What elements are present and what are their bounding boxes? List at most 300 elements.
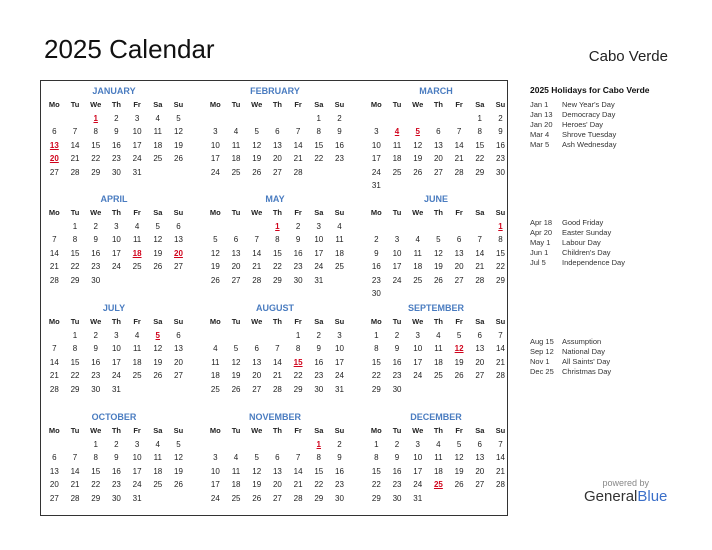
day-cell[interactable]: 5 xyxy=(155,221,160,231)
day-cell[interactable]: 26 xyxy=(174,154,183,163)
day-cell[interactable]: 9 xyxy=(93,344,98,353)
day-cell[interactable]: 18 xyxy=(413,262,423,271)
day-cell[interactable]: 29 xyxy=(314,493,324,503)
day-cell[interactable]: 3 xyxy=(374,127,379,136)
day-cell[interactable]: 14 xyxy=(475,248,485,258)
day-cell[interactable]: 29 xyxy=(91,167,101,177)
day-cell[interactable]: 26 xyxy=(231,384,241,394)
day-cell[interactable]: 29 xyxy=(371,384,381,394)
day-cell[interactable]: 23 xyxy=(496,154,505,163)
day-cell[interactable]: 13 xyxy=(272,466,282,476)
day-cell[interactable]: 6 xyxy=(275,127,280,136)
day-cell[interactable]: 16 xyxy=(496,140,505,150)
day-cell[interactable]: 21 xyxy=(49,371,59,380)
day-cell[interactable]: 30 xyxy=(392,384,402,394)
day-cell[interactable]: 2 xyxy=(295,221,301,231)
day-cell[interactable]: 25 xyxy=(132,371,142,380)
day-cell[interactable]: 8 xyxy=(316,453,321,462)
day-cell[interactable]: 8 xyxy=(93,453,98,462)
day-cell[interactable]: 25 xyxy=(132,262,142,271)
day-cell[interactable]: 3 xyxy=(134,113,140,123)
day-cell[interactable]: 23 xyxy=(392,371,402,380)
day-cell[interactable]: 7 xyxy=(295,453,301,462)
day-cell[interactable]: 22 xyxy=(91,154,101,163)
day-cell[interactable]: 27 xyxy=(174,262,183,271)
day-cell[interactable]: 8 xyxy=(374,344,379,353)
day-cell[interactable]: 23 xyxy=(371,275,381,285)
day-cell[interactable]: 22 xyxy=(70,262,80,271)
day-cell[interactable]: 2 xyxy=(394,330,400,340)
day-cell[interactable]: 15 xyxy=(314,140,324,150)
day-cell[interactable]: 2 xyxy=(114,439,119,449)
day-cell[interactable]: 23 xyxy=(335,154,344,163)
day-cell[interactable]: 24 xyxy=(335,371,344,380)
day-cell[interactable]: 20 xyxy=(231,262,241,271)
holiday-day-cell[interactable]: 1 xyxy=(275,221,280,231)
day-cell[interactable]: 22 xyxy=(314,480,324,489)
day-cell[interactable]: 10 xyxy=(111,344,121,353)
day-cell[interactable]: 25 xyxy=(413,275,423,285)
day-cell[interactable]: 1 xyxy=(72,330,78,340)
day-cell[interactable]: 12 xyxy=(413,140,423,150)
day-cell[interactable]: 20 xyxy=(174,357,183,367)
day-cell[interactable]: 7 xyxy=(456,127,462,136)
day-cell[interactable]: 13 xyxy=(454,248,464,258)
day-cell[interactable]: 27 xyxy=(454,275,464,285)
day-cell[interactable]: 19 xyxy=(413,154,423,163)
day-cell[interactable]: 31 xyxy=(314,275,324,285)
holiday-day-cell[interactable]: 1 xyxy=(498,221,503,231)
day-cell[interactable]: 4 xyxy=(134,221,140,231)
day-cell[interactable]: 7 xyxy=(52,344,57,353)
day-cell[interactable]: 4 xyxy=(436,330,441,340)
day-cell[interactable]: 16 xyxy=(335,140,344,150)
day-cell[interactable]: 19 xyxy=(231,371,241,380)
day-cell[interactable]: 10 xyxy=(371,140,381,150)
day-cell[interactable]: 7 xyxy=(72,127,78,136)
day-cell[interactable]: 24 xyxy=(371,167,381,177)
day-cell[interactable]: 13 xyxy=(475,453,485,462)
day-cell[interactable]: 2 xyxy=(337,439,342,449)
day-cell[interactable]: 9 xyxy=(114,453,119,462)
day-cell[interactable]: 5 xyxy=(176,113,181,123)
day-cell[interactable]: 18 xyxy=(231,154,241,163)
day-cell[interactable]: 14 xyxy=(70,466,80,476)
day-cell[interactable]: 18 xyxy=(210,371,220,380)
day-cell[interactable]: 20 xyxy=(252,371,262,380)
day-cell[interactable]: 11 xyxy=(132,344,142,353)
holiday-day-cell[interactable]: 20 xyxy=(49,154,59,163)
day-cell[interactable]: 10 xyxy=(413,344,423,353)
day-cell[interactable]: 30 xyxy=(111,493,121,503)
day-cell[interactable]: 17 xyxy=(392,262,402,271)
day-cell[interactable]: 9 xyxy=(295,235,301,244)
day-cell[interactable]: 9 xyxy=(498,127,503,136)
day-cell[interactable]: 7 xyxy=(295,127,301,136)
day-cell[interactable]: 17 xyxy=(335,357,344,367)
day-cell[interactable]: 6 xyxy=(176,330,181,340)
day-cell[interactable]: 25 xyxy=(210,384,220,394)
day-cell[interactable]: 8 xyxy=(374,453,379,462)
day-cell[interactable]: 11 xyxy=(153,453,162,462)
day-cell[interactable]: 12 xyxy=(174,127,183,136)
day-cell[interactable]: 22 xyxy=(70,371,80,380)
day-cell[interactable]: 24 xyxy=(111,262,121,271)
day-cell[interactable]: 16 xyxy=(335,466,344,476)
day-cell[interactable]: 28 xyxy=(252,275,262,285)
day-cell[interactable]: 12 xyxy=(210,248,220,258)
day-cell[interactable]: 15 xyxy=(314,466,324,476)
day-cell[interactable]: 6 xyxy=(477,439,482,449)
day-cell[interactable]: 8 xyxy=(498,235,503,244)
day-cell[interactable]: 24 xyxy=(132,154,142,163)
day-cell[interactable]: 26 xyxy=(413,167,423,177)
day-cell[interactable]: 3 xyxy=(394,235,400,244)
day-cell[interactable]: 13 xyxy=(252,357,262,367)
day-cell[interactable]: 12 xyxy=(174,453,183,462)
day-cell[interactable]: 31 xyxy=(413,493,423,503)
day-cell[interactable]: 21 xyxy=(70,480,80,489)
day-cell[interactable]: 29 xyxy=(70,275,80,285)
day-cell[interactable]: 12 xyxy=(454,453,464,462)
day-cell[interactable]: 9 xyxy=(394,344,400,353)
day-cell[interactable]: 24 xyxy=(111,371,121,380)
day-cell[interactable]: 16 xyxy=(111,466,121,476)
day-cell[interactable]: 19 xyxy=(210,262,220,271)
day-cell[interactable]: 25 xyxy=(433,371,443,380)
day-cell[interactable]: 10 xyxy=(210,140,220,150)
day-cell[interactable]: 26 xyxy=(153,371,163,380)
day-cell[interactable]: 30 xyxy=(371,289,381,298)
day-cell[interactable]: 18 xyxy=(153,466,163,476)
day-cell[interactable]: 19 xyxy=(153,357,163,367)
day-cell[interactable]: 30 xyxy=(91,275,101,285)
brand-logo[interactable] xyxy=(584,478,667,505)
day-cell[interactable]: 3 xyxy=(213,127,218,136)
day-cell[interactable]: 14 xyxy=(70,140,80,150)
day-cell[interactable]: 2 xyxy=(93,330,98,340)
day-cell[interactable]: 7 xyxy=(498,439,503,449)
day-cell[interactable]: 31 xyxy=(111,384,121,394)
day-cell[interactable]: 2 xyxy=(93,221,98,231)
day-cell[interactable]: 26 xyxy=(153,262,163,271)
day-cell[interactable]: 9 xyxy=(316,344,321,353)
day-cell[interactable]: 30 xyxy=(111,167,121,177)
day-cell[interactable]: 19 xyxy=(252,154,262,163)
day-cell[interactable]: 17 xyxy=(132,466,142,476)
day-cell[interactable]: 18 xyxy=(335,248,344,258)
day-cell[interactable]: 10 xyxy=(210,466,220,476)
day-cell[interactable]: 10 xyxy=(132,453,142,462)
day-cell[interactable]: 31 xyxy=(371,181,381,190)
day-cell[interactable]: 22 xyxy=(314,154,324,163)
day-cell[interactable]: 28 xyxy=(496,371,505,380)
day-cell[interactable]: 25 xyxy=(153,154,163,163)
day-cell[interactable]: 4 xyxy=(436,439,441,449)
day-cell[interactable]: 21 xyxy=(70,154,80,163)
day-cell[interactable]: 21 xyxy=(49,262,59,271)
day-cell[interactable]: 18 xyxy=(231,480,241,489)
day-cell[interactable]: 22 xyxy=(293,371,303,380)
day-cell[interactable]: 5 xyxy=(254,127,259,136)
holiday-day-cell[interactable]: 1 xyxy=(316,439,321,449)
day-cell[interactable]: 3 xyxy=(337,330,342,340)
day-cell[interactable]: 19 xyxy=(433,262,443,271)
day-cell[interactable]: 25 xyxy=(231,167,241,177)
day-cell[interactable]: 1 xyxy=(316,113,321,123)
day-cell[interactable]: 18 xyxy=(392,154,402,163)
day-cell[interactable]: 23 xyxy=(293,262,303,271)
day-cell[interactable]: 19 xyxy=(174,140,183,150)
day-cell[interactable]: 4 xyxy=(233,127,239,136)
day-cell[interactable]: 3 xyxy=(415,439,420,449)
day-cell[interactable]: 29 xyxy=(272,275,282,285)
day-cell[interactable]: 4 xyxy=(155,439,160,449)
day-cell[interactable]: 1 xyxy=(93,439,98,449)
day-cell[interactable]: 13 xyxy=(49,466,59,476)
day-cell[interactable]: 4 xyxy=(134,330,140,340)
day-cell[interactable]: 25 xyxy=(153,480,163,489)
holiday-day-cell[interactable]: 1 xyxy=(93,113,98,123)
day-cell[interactable]: 19 xyxy=(252,480,262,489)
day-cell[interactable]: 23 xyxy=(335,480,344,489)
holiday-day-cell[interactable]: 4 xyxy=(394,127,400,136)
day-cell[interactable]: 27 xyxy=(272,167,282,177)
day-cell[interactable]: 28 xyxy=(49,275,59,285)
day-cell[interactable]: 1 xyxy=(374,439,379,449)
day-cell[interactable]: 9 xyxy=(374,248,379,258)
day-cell[interactable]: 1 xyxy=(72,221,78,231)
day-cell[interactable]: 5 xyxy=(176,439,181,449)
day-cell[interactable]: 5 xyxy=(456,439,462,449)
day-cell[interactable]: 11 xyxy=(153,127,162,136)
day-cell[interactable]: 8 xyxy=(477,127,482,136)
day-cell[interactable]: 11 xyxy=(231,140,241,150)
day-cell[interactable]: 17 xyxy=(111,357,121,367)
day-cell[interactable]: 28 xyxy=(70,167,80,177)
day-cell[interactable]: 26 xyxy=(454,371,464,380)
day-cell[interactable]: 12 xyxy=(153,235,163,244)
day-cell[interactable]: 24 xyxy=(314,262,324,271)
day-cell[interactable]: 21 xyxy=(475,262,485,271)
day-cell[interactable]: 10 xyxy=(392,248,402,258)
day-cell[interactable]: 10 xyxy=(132,127,142,136)
day-cell[interactable]: 7 xyxy=(72,453,78,462)
day-cell[interactable]: 25 xyxy=(335,262,344,271)
day-cell[interactable]: 19 xyxy=(454,357,464,367)
day-cell[interactable]: 16 xyxy=(392,466,402,476)
day-cell[interactable]: 17 xyxy=(210,480,220,489)
day-cell[interactable]: 13 xyxy=(433,140,443,150)
day-cell[interactable]: 8 xyxy=(275,235,280,244)
day-cell[interactable]: 2 xyxy=(394,439,400,449)
day-cell[interactable]: 5 xyxy=(254,453,259,462)
day-cell[interactable]: 30 xyxy=(314,384,324,394)
day-cell[interactable]: 12 xyxy=(433,248,443,258)
day-cell[interactable]: 16 xyxy=(314,357,324,367)
day-cell[interactable]: 27 xyxy=(49,493,59,503)
day-cell[interactable]: 14 xyxy=(496,344,505,353)
day-cell[interactable]: 23 xyxy=(111,154,121,163)
day-cell[interactable]: 27 xyxy=(252,384,262,394)
day-cell[interactable]: 7 xyxy=(275,344,280,353)
day-cell[interactable]: 17 xyxy=(210,154,220,163)
day-cell[interactable]: 13 xyxy=(272,140,282,150)
day-cell[interactable]: 14 xyxy=(252,248,262,258)
day-cell[interactable]: 10 xyxy=(335,344,344,353)
day-cell[interactable]: 12 xyxy=(252,466,262,476)
day-cell[interactable]: 23 xyxy=(314,371,324,380)
day-cell[interactable]: 7 xyxy=(52,235,57,244)
day-cell[interactable]: 22 xyxy=(475,154,485,163)
day-cell[interactable]: 24 xyxy=(210,493,220,503)
day-cell[interactable]: 21 xyxy=(272,371,282,380)
day-cell[interactable]: 9 xyxy=(394,453,400,462)
day-cell[interactable]: 28 xyxy=(475,275,485,285)
holiday-day-cell[interactable]: 5 xyxy=(415,127,420,136)
day-cell[interactable]: 15 xyxy=(91,140,101,150)
holiday-day-cell[interactable]: 25 xyxy=(433,480,443,489)
day-cell[interactable]: 18 xyxy=(153,140,163,150)
day-cell[interactable]: 2 xyxy=(316,330,321,340)
day-cell[interactable]: 15 xyxy=(371,466,381,476)
day-cell[interactable]: 6 xyxy=(233,235,239,244)
day-cell[interactable]: 22 xyxy=(272,262,282,271)
day-cell[interactable]: 15 xyxy=(371,357,381,367)
holiday-day-cell[interactable]: 5 xyxy=(155,330,160,340)
day-cell[interactable]: 15 xyxy=(272,248,282,258)
day-cell[interactable]: 6 xyxy=(456,235,462,244)
day-cell[interactable]: 18 xyxy=(433,466,443,476)
day-cell[interactable]: 26 xyxy=(174,480,183,489)
day-cell[interactable]: 19 xyxy=(454,466,464,476)
day-cell[interactable]: 29 xyxy=(371,493,381,503)
day-cell[interactable]: 11 xyxy=(392,140,402,150)
day-cell[interactable]: 15 xyxy=(496,248,505,258)
day-cell[interactable]: 4 xyxy=(213,344,218,353)
day-cell[interactable]: 9 xyxy=(337,453,342,462)
day-cell[interactable]: 5 xyxy=(436,235,441,244)
day-cell[interactable]: 25 xyxy=(392,167,402,177)
day-cell[interactable]: 15 xyxy=(475,140,485,150)
day-cell[interactable]: 11 xyxy=(211,357,220,367)
day-cell[interactable]: 26 xyxy=(454,480,464,489)
day-cell[interactable]: 26 xyxy=(252,493,262,503)
day-cell[interactable]: 31 xyxy=(132,493,142,503)
day-cell[interactable]: 14 xyxy=(293,140,303,150)
holiday-day-cell[interactable]: 12 xyxy=(454,344,464,353)
day-cell[interactable]: 3 xyxy=(213,453,218,462)
day-cell[interactable]: 2 xyxy=(337,113,342,123)
day-cell[interactable]: 6 xyxy=(436,127,441,136)
day-cell[interactable]: 21 xyxy=(293,154,303,163)
day-cell[interactable]: 17 xyxy=(413,466,423,476)
day-cell[interactable]: 6 xyxy=(254,344,259,353)
day-cell[interactable]: 4 xyxy=(337,221,342,231)
day-cell[interactable]: 20 xyxy=(272,154,282,163)
day-cell[interactable]: 13 xyxy=(475,344,485,353)
day-cell[interactable]: 13 xyxy=(174,344,183,353)
day-cell[interactable]: 24 xyxy=(413,480,423,489)
day-cell[interactable]: 1 xyxy=(477,113,482,123)
day-cell[interactable]: 5 xyxy=(213,235,218,244)
day-cell[interactable]: 8 xyxy=(295,344,301,353)
day-cell[interactable]: 4 xyxy=(415,235,420,244)
day-cell[interactable]: 31 xyxy=(132,167,142,177)
day-cell[interactable]: 3 xyxy=(114,330,119,340)
day-cell[interactable]: 26 xyxy=(433,275,443,285)
day-cell[interactable]: 21 xyxy=(454,154,464,163)
day-cell[interactable]: 17 xyxy=(371,154,381,163)
day-cell[interactable]: 29 xyxy=(70,384,80,394)
day-cell[interactable]: 13 xyxy=(174,235,183,244)
day-cell[interactable]: 15 xyxy=(91,466,101,476)
day-cell[interactable]: 2 xyxy=(114,113,119,123)
day-cell[interactable]: 28 xyxy=(49,384,59,394)
day-cell[interactable]: 28 xyxy=(70,493,80,503)
day-cell[interactable]: 20 xyxy=(433,154,443,163)
day-cell[interactable]: 10 xyxy=(413,453,423,462)
day-cell[interactable]: 3 xyxy=(415,330,420,340)
holiday-day-cell[interactable]: 13 xyxy=(49,140,59,150)
day-cell[interactable]: 14 xyxy=(496,453,505,462)
day-cell[interactable]: 9 xyxy=(93,235,98,244)
day-cell[interactable]: 22 xyxy=(371,371,381,380)
day-cell[interactable]: 24 xyxy=(392,275,402,285)
day-cell[interactable]: 18 xyxy=(132,357,142,367)
day-cell[interactable]: 15 xyxy=(70,248,80,258)
holiday-day-cell[interactable]: 20 xyxy=(174,248,183,258)
day-cell[interactable]: 19 xyxy=(153,248,163,258)
day-cell[interactable]: 6 xyxy=(275,453,280,462)
day-cell[interactable]: 2 xyxy=(498,113,503,123)
day-cell[interactable]: 29 xyxy=(91,493,101,503)
day-cell[interactable]: 4 xyxy=(233,453,239,462)
day-cell[interactable]: 30 xyxy=(335,493,344,503)
day-cell[interactable]: 19 xyxy=(174,466,183,476)
day-cell[interactable]: 27 xyxy=(475,371,485,380)
day-cell[interactable]: 25 xyxy=(231,493,241,503)
day-cell[interactable]: 8 xyxy=(72,344,78,353)
day-cell[interactable]: 9 xyxy=(114,127,119,136)
day-cell[interactable]: 8 xyxy=(93,127,98,136)
day-cell[interactable]: 14 xyxy=(49,357,59,367)
day-cell[interactable]: 29 xyxy=(293,384,303,394)
day-cell[interactable]: 21 xyxy=(496,466,505,476)
day-cell[interactable]: 11 xyxy=(434,344,443,353)
day-cell[interactable]: 17 xyxy=(111,248,121,258)
holiday-day-cell[interactable]: 15 xyxy=(293,357,303,367)
day-cell[interactable]: 10 xyxy=(314,235,324,244)
day-cell[interactable]: 27 xyxy=(231,275,241,285)
day-cell[interactable]: 6 xyxy=(52,453,57,462)
day-cell[interactable]: 27 xyxy=(49,167,59,177)
day-cell[interactable]: 20 xyxy=(475,357,485,367)
day-cell[interactable]: 20 xyxy=(49,480,59,489)
day-cell[interactable]: 28 xyxy=(454,167,464,177)
day-cell[interactable]: 18 xyxy=(433,357,443,367)
day-cell[interactable]: 6 xyxy=(52,127,57,136)
day-cell[interactable]: 14 xyxy=(272,357,282,367)
day-cell[interactable]: 23 xyxy=(392,480,402,489)
day-cell[interactable]: 21 xyxy=(496,357,505,367)
day-cell[interactable]: 11 xyxy=(335,235,344,244)
day-cell[interactable]: 16 xyxy=(91,248,101,258)
day-cell[interactable]: 27 xyxy=(475,480,485,489)
day-cell[interactable]: 14 xyxy=(293,466,303,476)
day-cell[interactable]: 11 xyxy=(413,248,422,258)
day-cell[interactable]: 30 xyxy=(496,167,505,177)
